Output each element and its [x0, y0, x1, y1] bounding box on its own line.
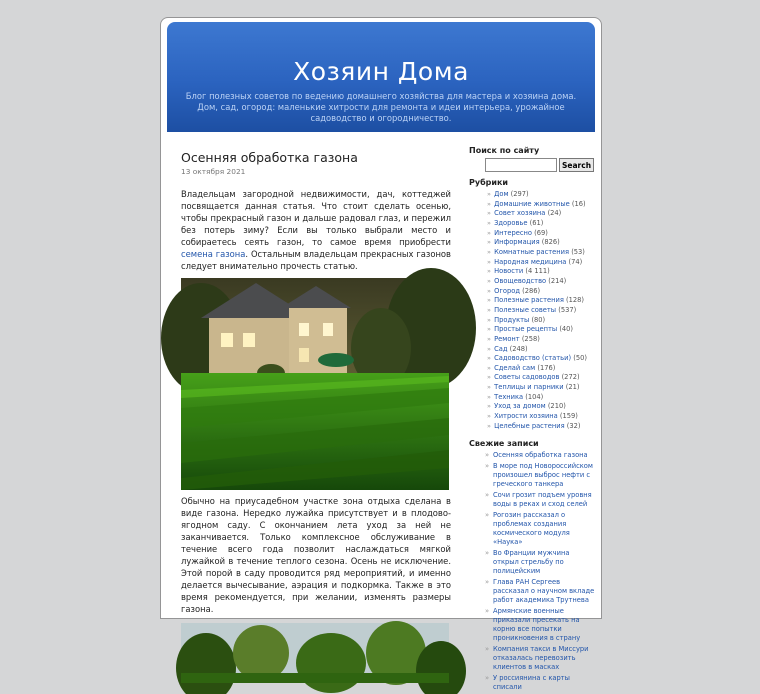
bullet-icon: »: [487, 344, 491, 353]
recent-post-item: [485, 462, 595, 489]
bullet-icon: »: [487, 238, 491, 247]
recent-post-item: [485, 451, 595, 460]
category-count: (61): [529, 218, 544, 227]
category-link[interactable]: Информация: [494, 238, 540, 247]
search-button[interactable]: Search: [559, 158, 594, 172]
bullet-icon: »: [485, 549, 490, 558]
bullet-icon: »: [487, 392, 491, 401]
bullet-icon: »: [487, 276, 491, 285]
category-link[interactable]: Хитрости хозяина: [494, 412, 558, 421]
bullet-icon: »: [487, 209, 491, 218]
category-count: (80): [531, 315, 546, 324]
bullet-icon: »: [487, 325, 491, 334]
bullet-icon: »: [485, 607, 490, 616]
recent-post-link[interactable]: Компания такси в Миссури отказалась перевозить клиентов в масках: [493, 645, 589, 672]
category-count: (159): [559, 412, 578, 421]
category-link[interactable]: Здоровье: [494, 218, 528, 227]
recent-post-link[interactable]: Сочи грозит подъем уровня воды в реках и сход селей: [493, 491, 592, 509]
category-link[interactable]: Теплицы и парники: [494, 383, 564, 392]
recent-post-link[interactable]: Осенняя обработка газона: [493, 451, 588, 460]
bullet-icon: »: [487, 412, 491, 421]
bullet-icon: »: [485, 578, 490, 587]
category-count: (4 111): [525, 267, 550, 276]
recent-post-link[interactable]: Рогозин рассказал о проблемах создания космического модуля «Наука»: [493, 511, 570, 547]
category-count: (24): [547, 209, 562, 218]
bullet-icon: »: [487, 315, 491, 324]
category-link[interactable]: Овощеводство: [494, 276, 547, 285]
category-count: (272): [561, 373, 580, 382]
category-item: [487, 393, 595, 403]
recent-posts-list: [467, 451, 595, 692]
category-item: [487, 248, 595, 258]
category-count: (69): [534, 228, 548, 237]
recent-post-link[interactable]: Армянские военные приказали пресекать на корню все попытки проникновения в страну: [493, 607, 581, 643]
category-item: [487, 258, 595, 268]
site-title-link[interactable]: Хозяин Дома: [293, 57, 469, 86]
category-item: [487, 335, 595, 345]
categories-list: [467, 190, 595, 431]
category-item: [487, 200, 595, 210]
bullet-icon: »: [485, 462, 490, 471]
category-count: (176): [537, 363, 556, 372]
category-link[interactable]: Интересно: [494, 228, 533, 237]
post-date: 13 октября 2021: [181, 167, 246, 176]
category-link[interactable]: Огород: [494, 286, 520, 295]
category-link[interactable]: Садоводство (статьи): [494, 354, 572, 363]
category-link[interactable]: Полезные советы: [494, 305, 557, 314]
bullet-icon: »: [485, 511, 490, 520]
category-count: (50): [573, 354, 587, 363]
bullet-icon: »: [487, 296, 491, 305]
category-link[interactable]: Дом: [494, 190, 509, 198]
post-paragraph-1-text-a: Владельцам загородной недвижимости, дач, коттеджей посвящается данная статья. Что стоит сделать осенью, чтобы прекрасный газон и дальше радовал глаз, и пережил без потерь зиму? Если вы только выбрали место и собираетесь сеять газон, то самое время приобрести: [181, 189, 451, 247]
recent-post-link[interactable]: У россиянина с карты списали: [493, 674, 570, 692]
category-item: [487, 402, 595, 412]
category-item: [487, 345, 595, 355]
category-count: (53): [571, 247, 585, 256]
category-item: [487, 412, 595, 422]
category-link[interactable]: Простые рецепты: [494, 325, 558, 334]
category-count: (537): [558, 305, 577, 314]
bullet-icon: »: [487, 421, 491, 430]
category-link[interactable]: Сад: [494, 344, 508, 353]
category-count: (214): [548, 276, 567, 285]
category-item: [487, 296, 595, 306]
category-count: (826): [541, 238, 560, 247]
bullet-icon: »: [487, 373, 491, 382]
category-item: [487, 229, 595, 239]
category-item: [487, 383, 595, 393]
bullet-icon: »: [485, 491, 490, 500]
bullet-icon: »: [487, 402, 491, 411]
category-item: [487, 373, 595, 383]
category-item: [487, 422, 595, 432]
category-count: (21): [565, 383, 580, 392]
category-count: (40): [559, 325, 574, 334]
category-count: (297): [510, 190, 529, 198]
bullet-icon: »: [487, 305, 491, 314]
category-item: [487, 219, 595, 229]
bullet-icon: »: [487, 257, 491, 266]
category-link[interactable]: Новости: [494, 267, 524, 276]
category-link[interactable]: Техника: [494, 392, 524, 401]
bullet-icon: »: [487, 218, 491, 227]
bullet-icon: »: [487, 247, 491, 256]
category-count: (248): [509, 344, 528, 353]
post-paragraph-1: [181, 188, 451, 272]
category-link[interactable]: Продукты: [494, 315, 530, 324]
category-link[interactable]: Полезные растения: [494, 296, 564, 305]
category-count: (286): [522, 286, 541, 295]
category-link[interactable]: Целебные растения: [494, 421, 565, 430]
category-item: [487, 287, 595, 297]
category-count: (210): [547, 402, 566, 411]
recent-post-link[interactable]: Во Франции мужчина открыл стрельбу по полицейским: [493, 549, 570, 576]
recent-post-item: [485, 549, 595, 576]
search-input[interactable]: [485, 158, 557, 172]
recent-post-item: [485, 607, 595, 643]
search-form: [485, 158, 595, 172]
garden-photo: [181, 623, 449, 683]
bullet-icon: »: [487, 383, 491, 392]
category-item: [487, 306, 595, 316]
category-item: [487, 267, 595, 277]
garden-illustration: [181, 623, 449, 683]
main-content: [181, 146, 451, 683]
category-count: (258): [521, 334, 540, 343]
page-container: [160, 17, 602, 692]
category-count: (128): [566, 296, 584, 305]
lawn-seeds-link[interactable]: семена газона: [181, 249, 246, 259]
bullet-icon: »: [485, 674, 490, 683]
category-item: [487, 354, 595, 364]
category-item: [487, 238, 595, 248]
bullet-icon: »: [485, 645, 490, 654]
category-item: [487, 364, 595, 374]
site-description: Блог полезных советов по ведению домашнего хозяйства для мастера и хозяина дома. Дом, сад, огород: маленькие хитрости для ремонта и идеи интерьера, урожайное садоводство и огородничество.: [185, 91, 577, 123]
category-link[interactable]: Народная медицина: [494, 257, 567, 266]
recent-post-item: [485, 511, 595, 547]
category-item: [487, 209, 595, 219]
recent-post-link[interactable]: В море под Новороссийском произошел выброс нефти с греческого танкера: [493, 462, 593, 489]
recent-posts-widget-title: Свежие записи: [469, 439, 539, 449]
bullet-icon: »: [487, 286, 491, 295]
bullet-icon: »: [487, 228, 491, 237]
category-item: [487, 277, 595, 287]
category-link[interactable]: Сделай сам: [494, 363, 536, 372]
category-item: [487, 190, 595, 200]
category-link[interactable]: Домашние животные: [494, 199, 570, 208]
bullet-icon: »: [487, 354, 491, 363]
categories-widget-title: Рубрики: [469, 178, 509, 187]
recent-post-link[interactable]: Глава РАН Сергеев рассказал о научном вкладе работ академика Трутнева: [493, 578, 595, 605]
lawn-house-illustration: [181, 278, 449, 490]
category-item: [487, 325, 595, 335]
category-count: (32): [566, 421, 581, 430]
category-link[interactable]: Совет хозяина: [494, 209, 546, 218]
category-count: (104): [525, 392, 544, 401]
category-link[interactable]: Уход за домом: [494, 402, 546, 411]
category-link[interactable]: Ремонт: [494, 334, 520, 343]
recent-post-item: [485, 645, 595, 672]
recent-post-item: [485, 578, 595, 605]
post-title[interactable]: Осенняя обработка газона: [181, 150, 358, 165]
category-link[interactable]: Советы садоводов: [494, 373, 560, 382]
bullet-icon: »: [487, 363, 491, 372]
category-item: [487, 316, 595, 326]
recent-post-item: [485, 674, 595, 692]
site-header: [167, 22, 595, 132]
bullet-icon: »: [485, 451, 490, 460]
sidebar: [467, 146, 595, 694]
bullet-icon: »: [487, 334, 491, 343]
lawn-house-photo: [181, 278, 449, 490]
recent-post-item: [485, 491, 595, 509]
post-paragraph-2: Обычно на приусадебном участке зона отдыха сделана в виде газона. Нередко лужайка присутствует и в плодово-ягодном саду. С окончанием лета уход за ней не заканчивается. Только комплексное обслуживание в течение всего года позволит наслаждаться мягкой лужайкой в течение теплого сезона. Осень не исключение. Этой порой в саду проводится ряд мероприятий, и именно делается вычесывание, аэрация и подкормка. Также в это время рекомендуется, при желании, изменять размеры газона.: [181, 496, 451, 614]
bullet-icon: »: [487, 190, 491, 198]
category-count: (74): [568, 257, 583, 266]
search-widget-title: Поиск по сайту: [469, 146, 540, 155]
bullet-icon: »: [487, 267, 491, 276]
post-paragraph-1-text-b: . Остальным владельцам прекрасных газонов следует внимательно прочесть статью.: [181, 249, 451, 271]
bullet-icon: »: [487, 199, 491, 208]
category-count: (16): [571, 199, 586, 208]
category-link[interactable]: Комнатные растения: [494, 247, 570, 256]
